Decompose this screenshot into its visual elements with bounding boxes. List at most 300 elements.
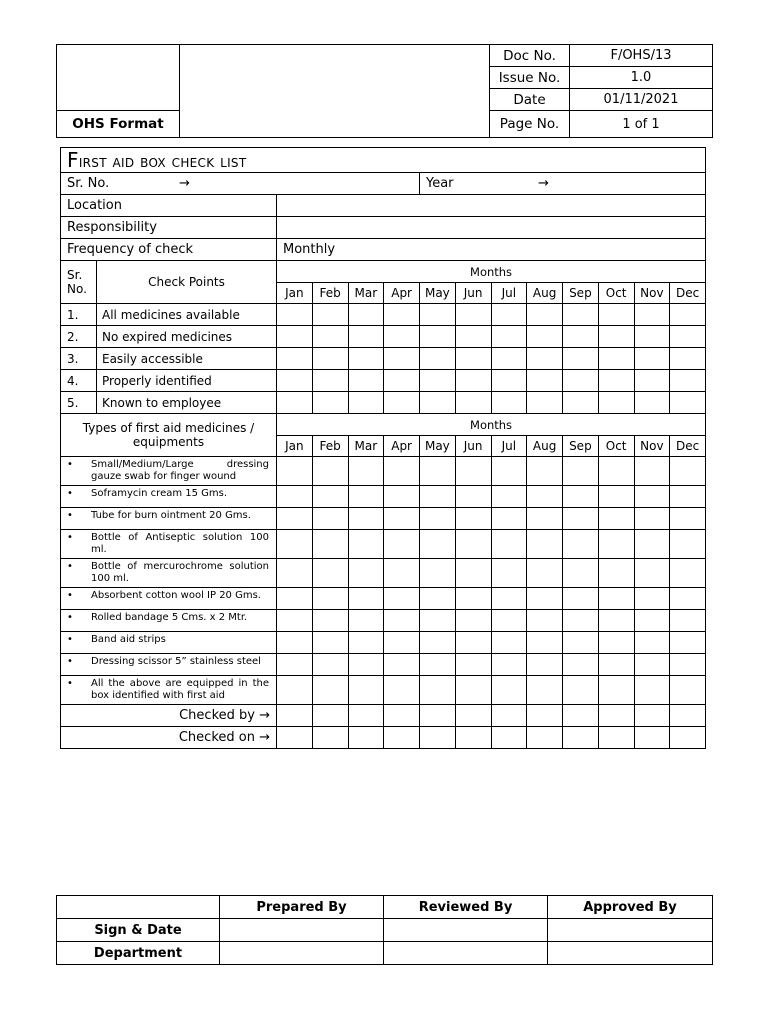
item-jun-cell[interactable]	[455, 457, 491, 486]
item-jun-cell[interactable]	[455, 610, 491, 632]
check-point-jul-cell[interactable]	[491, 304, 527, 326]
check-point-mar-cell[interactable]	[348, 392, 384, 414]
item-feb-cell[interactable]	[312, 676, 348, 705]
item-jun-cell[interactable]	[455, 588, 491, 610]
item-mar-cell[interactable]	[348, 676, 384, 705]
item-jun-cell[interactable]	[455, 486, 491, 508]
month-nov: Nov	[634, 283, 670, 304]
item-nov-cell[interactable]	[634, 676, 670, 705]
item-feb-cell[interactable]	[312, 632, 348, 654]
check-point-aug-cell[interactable]	[527, 370, 563, 392]
item-sep-cell[interactable]	[563, 610, 599, 632]
item-mar-cell[interactable]	[348, 530, 384, 559]
checked-by-mar-cell[interactable]	[348, 705, 384, 727]
item-dec-cell[interactable]	[670, 486, 706, 508]
item-dec-cell[interactable]	[670, 610, 706, 632]
item-may-cell[interactable]	[420, 559, 456, 588]
month-jan: Jan	[277, 436, 313, 457]
year-field[interactable]	[420, 173, 706, 195]
item-apr-cell[interactable]	[384, 588, 420, 610]
item-feb-cell[interactable]	[312, 508, 348, 530]
item-row	[61, 457, 706, 486]
item-aug-cell[interactable]	[527, 588, 563, 610]
item-aug-cell[interactable]	[527, 559, 563, 588]
item-may-cell[interactable]	[420, 530, 456, 559]
bullet-icon: •	[67, 634, 73, 645]
item-sep-cell[interactable]	[563, 588, 599, 610]
item-apr-cell[interactable]	[384, 508, 420, 530]
item-jan-cell[interactable]	[277, 486, 313, 508]
check-point-jun-cell[interactable]	[455, 348, 491, 370]
check-point-oct-cell[interactable]	[598, 370, 634, 392]
check-point-oct-cell[interactable]	[598, 304, 634, 326]
month-nov: Nov	[634, 436, 670, 457]
check-point-apr-cell[interactable]	[384, 304, 420, 326]
check-point-may-cell[interactable]	[420, 392, 456, 414]
item-jun-cell[interactable]	[455, 676, 491, 705]
check-point-apr-cell[interactable]	[384, 348, 420, 370]
item-mar-cell[interactable]	[348, 508, 384, 530]
checked-by-nov-cell[interactable]	[634, 705, 670, 727]
item-jan-cell[interactable]	[277, 508, 313, 530]
bullet-icon: •	[67, 510, 73, 521]
item-may-cell[interactable]	[420, 632, 456, 654]
item-apr-cell[interactable]	[384, 654, 420, 676]
item-aug-cell[interactable]	[527, 676, 563, 705]
item-row	[61, 508, 706, 530]
check-point-mar-cell[interactable]	[348, 304, 384, 326]
check-point-oct-cell[interactable]	[598, 392, 634, 414]
month-jul: Jul	[491, 283, 527, 304]
month-mar: Mar	[348, 283, 384, 304]
item-oct-cell[interactable]	[598, 559, 634, 588]
header-blank-area	[180, 45, 490, 138]
check-point-nov-cell[interactable]	[634, 370, 670, 392]
item-apr-cell[interactable]	[384, 457, 420, 486]
check-point-mar-cell[interactable]	[348, 348, 384, 370]
check-point-apr-cell[interactable]	[384, 326, 420, 348]
item-cell	[61, 676, 277, 705]
check-point-may-cell[interactable]	[420, 304, 456, 326]
item-sep-cell[interactable]	[563, 530, 599, 559]
check-point-sep-cell[interactable]	[563, 348, 599, 370]
item-dec-cell[interactable]	[670, 676, 706, 705]
check-points-header: Check Points	[97, 261, 277, 304]
check-point-feb-cell[interactable]	[312, 370, 348, 392]
item-aug-cell[interactable]	[527, 457, 563, 486]
item-nov-cell[interactable]	[634, 486, 670, 508]
check-point-sep-cell[interactable]	[563, 304, 599, 326]
item-dec-cell[interactable]	[670, 530, 706, 559]
check-point-row	[61, 326, 706, 348]
item-jun-cell[interactable]	[455, 508, 491, 530]
checked-on-mar-cell[interactable]	[348, 727, 384, 749]
approved-by-header: Approved By	[548, 896, 713, 919]
logo-area	[57, 45, 180, 111]
page-no-value: 1 of 1	[570, 111, 713, 138]
prepared-dept-cell[interactable]	[220, 942, 384, 965]
checked-on-nov-cell[interactable]	[634, 727, 670, 749]
check-point-sep-cell[interactable]	[563, 392, 599, 414]
item-sep-cell[interactable]	[563, 559, 599, 588]
item-jul-cell[interactable]	[491, 508, 527, 530]
sign-date-label: Sign & Date	[57, 919, 220, 942]
bullet-icon: •	[67, 561, 73, 572]
item-may-cell[interactable]	[420, 508, 456, 530]
check-point-may-cell[interactable]	[420, 348, 456, 370]
item-nov-cell[interactable]	[634, 588, 670, 610]
check-point-apr-cell[interactable]	[384, 392, 420, 414]
item-nov-cell[interactable]	[634, 530, 670, 559]
month-oct: Oct	[598, 436, 634, 457]
date-label: Date	[490, 89, 570, 111]
check-point-feb-cell[interactable]	[312, 326, 348, 348]
item-aug-cell[interactable]	[527, 610, 563, 632]
item-jan-cell[interactable]	[277, 676, 313, 705]
check-point-mar-cell[interactable]	[348, 326, 384, 348]
item-apr-cell[interactable]	[384, 632, 420, 654]
item-row	[61, 610, 706, 632]
item-jun-cell[interactable]	[455, 559, 491, 588]
item-row	[61, 486, 706, 508]
checked-by-aug-cell[interactable]	[527, 705, 563, 727]
item-sep-cell[interactable]	[563, 457, 599, 486]
item-jun-cell[interactable]	[455, 654, 491, 676]
checked-on-aug-cell[interactable]	[527, 727, 563, 749]
bullet-icon: •	[67, 612, 73, 623]
month-may: May	[420, 436, 456, 457]
check-point-jun-cell[interactable]	[455, 392, 491, 414]
item-jul-cell[interactable]	[491, 676, 527, 705]
item-row	[61, 559, 706, 588]
check-point-nov-cell[interactable]	[634, 326, 670, 348]
checked-by-dec-cell[interactable]	[670, 705, 706, 727]
responsibility-input[interactable]	[277, 217, 706, 239]
check-point-feb-cell[interactable]	[312, 304, 348, 326]
check-point-number: 2.	[61, 326, 97, 348]
location-label: Location	[61, 195, 277, 217]
prepared-by-header: Prepared By	[220, 896, 384, 919]
frequency-value[interactable]: Monthly	[277, 239, 706, 261]
item-oct-cell[interactable]	[598, 457, 634, 486]
reviewed-by-header: Reviewed By	[384, 896, 548, 919]
item-jul-cell[interactable]	[491, 610, 527, 632]
item-dec-cell[interactable]	[670, 508, 706, 530]
item-cell	[61, 508, 277, 530]
item-jan-cell[interactable]	[277, 530, 313, 559]
item-cell	[61, 588, 277, 610]
months-header: Months	[277, 414, 706, 436]
check-point-jul-cell[interactable]	[491, 348, 527, 370]
item-jan-cell[interactable]	[277, 457, 313, 486]
check-point-aug-cell[interactable]	[527, 392, 563, 414]
item-jun-cell[interactable]	[455, 530, 491, 559]
checked-on-jan-cell[interactable]	[277, 727, 313, 749]
check-point-jul-cell[interactable]	[491, 326, 527, 348]
item-feb-cell[interactable]	[312, 530, 348, 559]
check-point-dec-cell[interactable]	[670, 326, 706, 348]
item-jul-cell[interactable]	[491, 457, 527, 486]
item-aug-cell[interactable]	[527, 530, 563, 559]
item-dec-cell[interactable]	[670, 632, 706, 654]
item-jul-cell[interactable]	[491, 559, 527, 588]
item-may-cell[interactable]	[420, 610, 456, 632]
item-oct-cell[interactable]	[598, 588, 634, 610]
month-jan: Jan	[277, 283, 313, 304]
checked-by-jul-cell[interactable]	[491, 705, 527, 727]
check-point-apr-cell[interactable]	[384, 370, 420, 392]
format-label: OHS Format	[57, 111, 180, 138]
item-mar-cell[interactable]	[348, 632, 384, 654]
item-nov-cell[interactable]	[634, 457, 670, 486]
item-jun-cell[interactable]	[455, 632, 491, 654]
item-mar-cell[interactable]	[348, 588, 384, 610]
check-point-jan-cell[interactable]	[277, 348, 313, 370]
item-jan-cell[interactable]	[277, 632, 313, 654]
item-cell	[61, 559, 277, 588]
checked-on-may-cell[interactable]	[420, 727, 456, 749]
checked-by-may-cell[interactable]	[420, 705, 456, 727]
reviewed-dept-cell[interactable]	[384, 942, 548, 965]
item-apr-cell[interactable]	[384, 486, 420, 508]
item-sep-cell[interactable]	[563, 654, 599, 676]
item-sep-cell[interactable]	[563, 486, 599, 508]
check-point-row	[61, 370, 706, 392]
item-nov-cell[interactable]	[634, 632, 670, 654]
check-point-jan-cell[interactable]	[277, 304, 313, 326]
item-may-cell[interactable]	[420, 654, 456, 676]
title-initial: F	[67, 148, 79, 172]
item-may-cell[interactable]	[420, 588, 456, 610]
check-point-dec-cell[interactable]	[670, 392, 706, 414]
document-header	[56, 44, 713, 138]
department-label: Department	[57, 942, 220, 965]
checked-on-feb-cell[interactable]	[312, 727, 348, 749]
item-feb-cell[interactable]	[312, 654, 348, 676]
checked-by-jan-cell[interactable]	[277, 705, 313, 727]
item-jul-cell[interactable]	[491, 530, 527, 559]
checked-by-feb-cell[interactable]	[312, 705, 348, 727]
item-jan-cell[interactable]	[277, 610, 313, 632]
item-mar-cell[interactable]	[348, 654, 384, 676]
check-point-jun-cell[interactable]	[455, 326, 491, 348]
issue-no-label: Issue No.	[490, 67, 570, 89]
check-point-oct-cell[interactable]	[598, 348, 634, 370]
month-aug: Aug	[527, 436, 563, 457]
item-mar-cell[interactable]	[348, 559, 384, 588]
checked-by-sep-cell[interactable]	[563, 705, 599, 727]
item-jan-cell[interactable]	[277, 654, 313, 676]
item-cell	[61, 654, 277, 676]
item-apr-cell[interactable]	[384, 530, 420, 559]
item-oct-cell[interactable]	[598, 508, 634, 530]
item-apr-cell[interactable]	[384, 676, 420, 705]
checked-by-oct-cell[interactable]	[598, 705, 634, 727]
item-aug-cell[interactable]	[527, 508, 563, 530]
item-nov-cell[interactable]	[634, 508, 670, 530]
doc-no-label: Doc No.	[490, 45, 570, 67]
checked-on-jul-cell[interactable]	[491, 727, 527, 749]
sr-no-label: Sr. No.	[67, 176, 110, 191]
item-sep-cell[interactable]	[563, 676, 599, 705]
item-nov-cell[interactable]	[634, 559, 670, 588]
check-point-dec-cell[interactable]	[670, 348, 706, 370]
bullet-icon: •	[67, 459, 73, 470]
item-oct-cell[interactable]	[598, 530, 634, 559]
item-oct-cell[interactable]	[598, 632, 634, 654]
check-point-text: All medicines available	[97, 304, 277, 326]
item-oct-cell[interactable]	[598, 486, 634, 508]
item-oct-cell[interactable]	[598, 654, 634, 676]
check-point-aug-cell[interactable]	[527, 348, 563, 370]
item-jul-cell[interactable]	[491, 486, 527, 508]
item-dec-cell[interactable]	[670, 654, 706, 676]
reviewed-sign-cell[interactable]	[384, 919, 548, 942]
check-point-row	[61, 392, 706, 414]
item-text: All the above are equipped in the box identified with first aid	[91, 678, 269, 701]
check-point-number: 4.	[61, 370, 97, 392]
checked-by-jun-cell[interactable]	[455, 705, 491, 727]
item-row	[61, 588, 706, 610]
check-point-sep-cell[interactable]	[563, 326, 599, 348]
item-text: Bottle of mercurochrome solution 100 ml.	[91, 561, 269, 584]
check-point-feb-cell[interactable]	[312, 392, 348, 414]
item-aug-cell[interactable]	[527, 654, 563, 676]
check-point-aug-cell[interactable]	[527, 326, 563, 348]
item-feb-cell[interactable]	[312, 486, 348, 508]
check-point-dec-cell[interactable]	[670, 304, 706, 326]
location-input[interactable]	[277, 195, 706, 217]
check-point-jan-cell[interactable]	[277, 392, 313, 414]
item-feb-cell[interactable]	[312, 559, 348, 588]
checked-on-apr-cell[interactable]	[384, 727, 420, 749]
checked-by-apr-cell[interactable]	[384, 705, 420, 727]
sr-no-field[interactable]	[61, 173, 420, 195]
checked-on-jun-cell[interactable]	[455, 727, 491, 749]
month-may: May	[420, 283, 456, 304]
item-feb-cell[interactable]	[312, 457, 348, 486]
approved-dept-cell[interactable]	[548, 942, 713, 965]
item-text: Soframycin cream 15 Gms.	[91, 488, 228, 499]
item-may-cell[interactable]	[420, 486, 456, 508]
check-point-jun-cell[interactable]	[455, 304, 491, 326]
item-jan-cell[interactable]	[277, 559, 313, 588]
bullet-icon: •	[67, 678, 73, 689]
item-may-cell[interactable]	[420, 676, 456, 705]
types-header: Types of first aid medicines / equipments	[61, 414, 277, 457]
item-dec-cell[interactable]	[670, 559, 706, 588]
item-dec-cell[interactable]	[670, 457, 706, 486]
checked-on-dec-cell[interactable]	[670, 727, 706, 749]
item-aug-cell[interactable]	[527, 632, 563, 654]
check-point-feb-cell[interactable]	[312, 348, 348, 370]
check-point-text: Easily accessible	[97, 348, 277, 370]
check-point-jul-cell[interactable]	[491, 370, 527, 392]
item-cell	[61, 632, 277, 654]
item-nov-cell[interactable]	[634, 654, 670, 676]
month-dec: Dec	[670, 283, 706, 304]
check-point-oct-cell[interactable]	[598, 326, 634, 348]
check-point-jul-cell[interactable]	[491, 392, 527, 414]
month-jun: Jun	[455, 436, 491, 457]
checked-on-oct-cell[interactable]	[598, 727, 634, 749]
check-point-nov-cell[interactable]	[634, 392, 670, 414]
check-point-may-cell[interactable]	[420, 326, 456, 348]
check-point-text: Properly identified	[97, 370, 277, 392]
item-oct-cell[interactable]	[598, 610, 634, 632]
frequency-label: Frequency of check	[61, 239, 277, 261]
item-feb-cell[interactable]	[312, 588, 348, 610]
item-text: Bottle of Antiseptic solution 100 ml.	[91, 532, 269, 555]
bullet-icon: •	[67, 532, 73, 543]
months-header: Months	[277, 261, 706, 283]
item-jul-cell[interactable]	[491, 588, 527, 610]
approved-sign-cell[interactable]	[548, 919, 713, 942]
item-aug-cell[interactable]	[527, 486, 563, 508]
month-dec: Dec	[670, 436, 706, 457]
month-aug: Aug	[527, 283, 563, 304]
check-point-sep-cell[interactable]	[563, 370, 599, 392]
check-point-text: Known to employee	[97, 392, 277, 414]
prepared-sign-cell[interactable]	[220, 919, 384, 942]
item-jan-cell[interactable]	[277, 588, 313, 610]
check-point-row	[61, 348, 706, 370]
item-text: Dressing scissor 5” stainless steel	[91, 656, 261, 667]
year-arrow-icon: →	[538, 176, 549, 191]
item-dec-cell[interactable]	[670, 588, 706, 610]
item-sep-cell[interactable]	[563, 632, 599, 654]
item-apr-cell[interactable]	[384, 559, 420, 588]
check-point-jun-cell[interactable]	[455, 370, 491, 392]
bullet-icon: •	[67, 488, 73, 499]
doc-no-value: F/OHS/13	[570, 45, 713, 67]
month-apr: Apr	[384, 283, 420, 304]
check-point-may-cell[interactable]	[420, 370, 456, 392]
check-point-nov-cell[interactable]	[634, 304, 670, 326]
item-jul-cell[interactable]	[491, 654, 527, 676]
item-text: Absorbent cotton wool IP 20 Gms.	[91, 590, 261, 601]
item-may-cell[interactable]	[420, 457, 456, 486]
item-row	[61, 530, 706, 559]
year-label: Year	[426, 176, 454, 191]
item-oct-cell[interactable]	[598, 676, 634, 705]
check-point-nov-cell[interactable]	[634, 348, 670, 370]
item-nov-cell[interactable]	[634, 610, 670, 632]
item-text: Small/Medium/Large dressing gauze swab for finger wound	[91, 459, 269, 482]
check-point-jan-cell[interactable]	[277, 370, 313, 392]
item-jul-cell[interactable]	[491, 632, 527, 654]
approval-table	[56, 895, 713, 965]
item-feb-cell[interactable]	[312, 610, 348, 632]
check-point-mar-cell[interactable]	[348, 370, 384, 392]
item-sep-cell[interactable]	[563, 508, 599, 530]
item-mar-cell[interactable]	[348, 610, 384, 632]
check-point-aug-cell[interactable]	[527, 304, 563, 326]
item-row	[61, 654, 706, 676]
title-rest: irst aid box check list	[78, 152, 247, 172]
checked-on-label: Checked on →	[61, 727, 277, 749]
item-mar-cell[interactable]	[348, 457, 384, 486]
check-point-dec-cell[interactable]	[670, 370, 706, 392]
item-cell	[61, 486, 277, 508]
check-point-jan-cell[interactable]	[277, 326, 313, 348]
check-point-number: 3.	[61, 348, 97, 370]
checked-on-sep-cell[interactable]	[563, 727, 599, 749]
month-mar: Mar	[348, 436, 384, 457]
date-value: 01/11/2021	[570, 89, 713, 111]
item-apr-cell[interactable]	[384, 610, 420, 632]
item-mar-cell[interactable]	[348, 486, 384, 508]
